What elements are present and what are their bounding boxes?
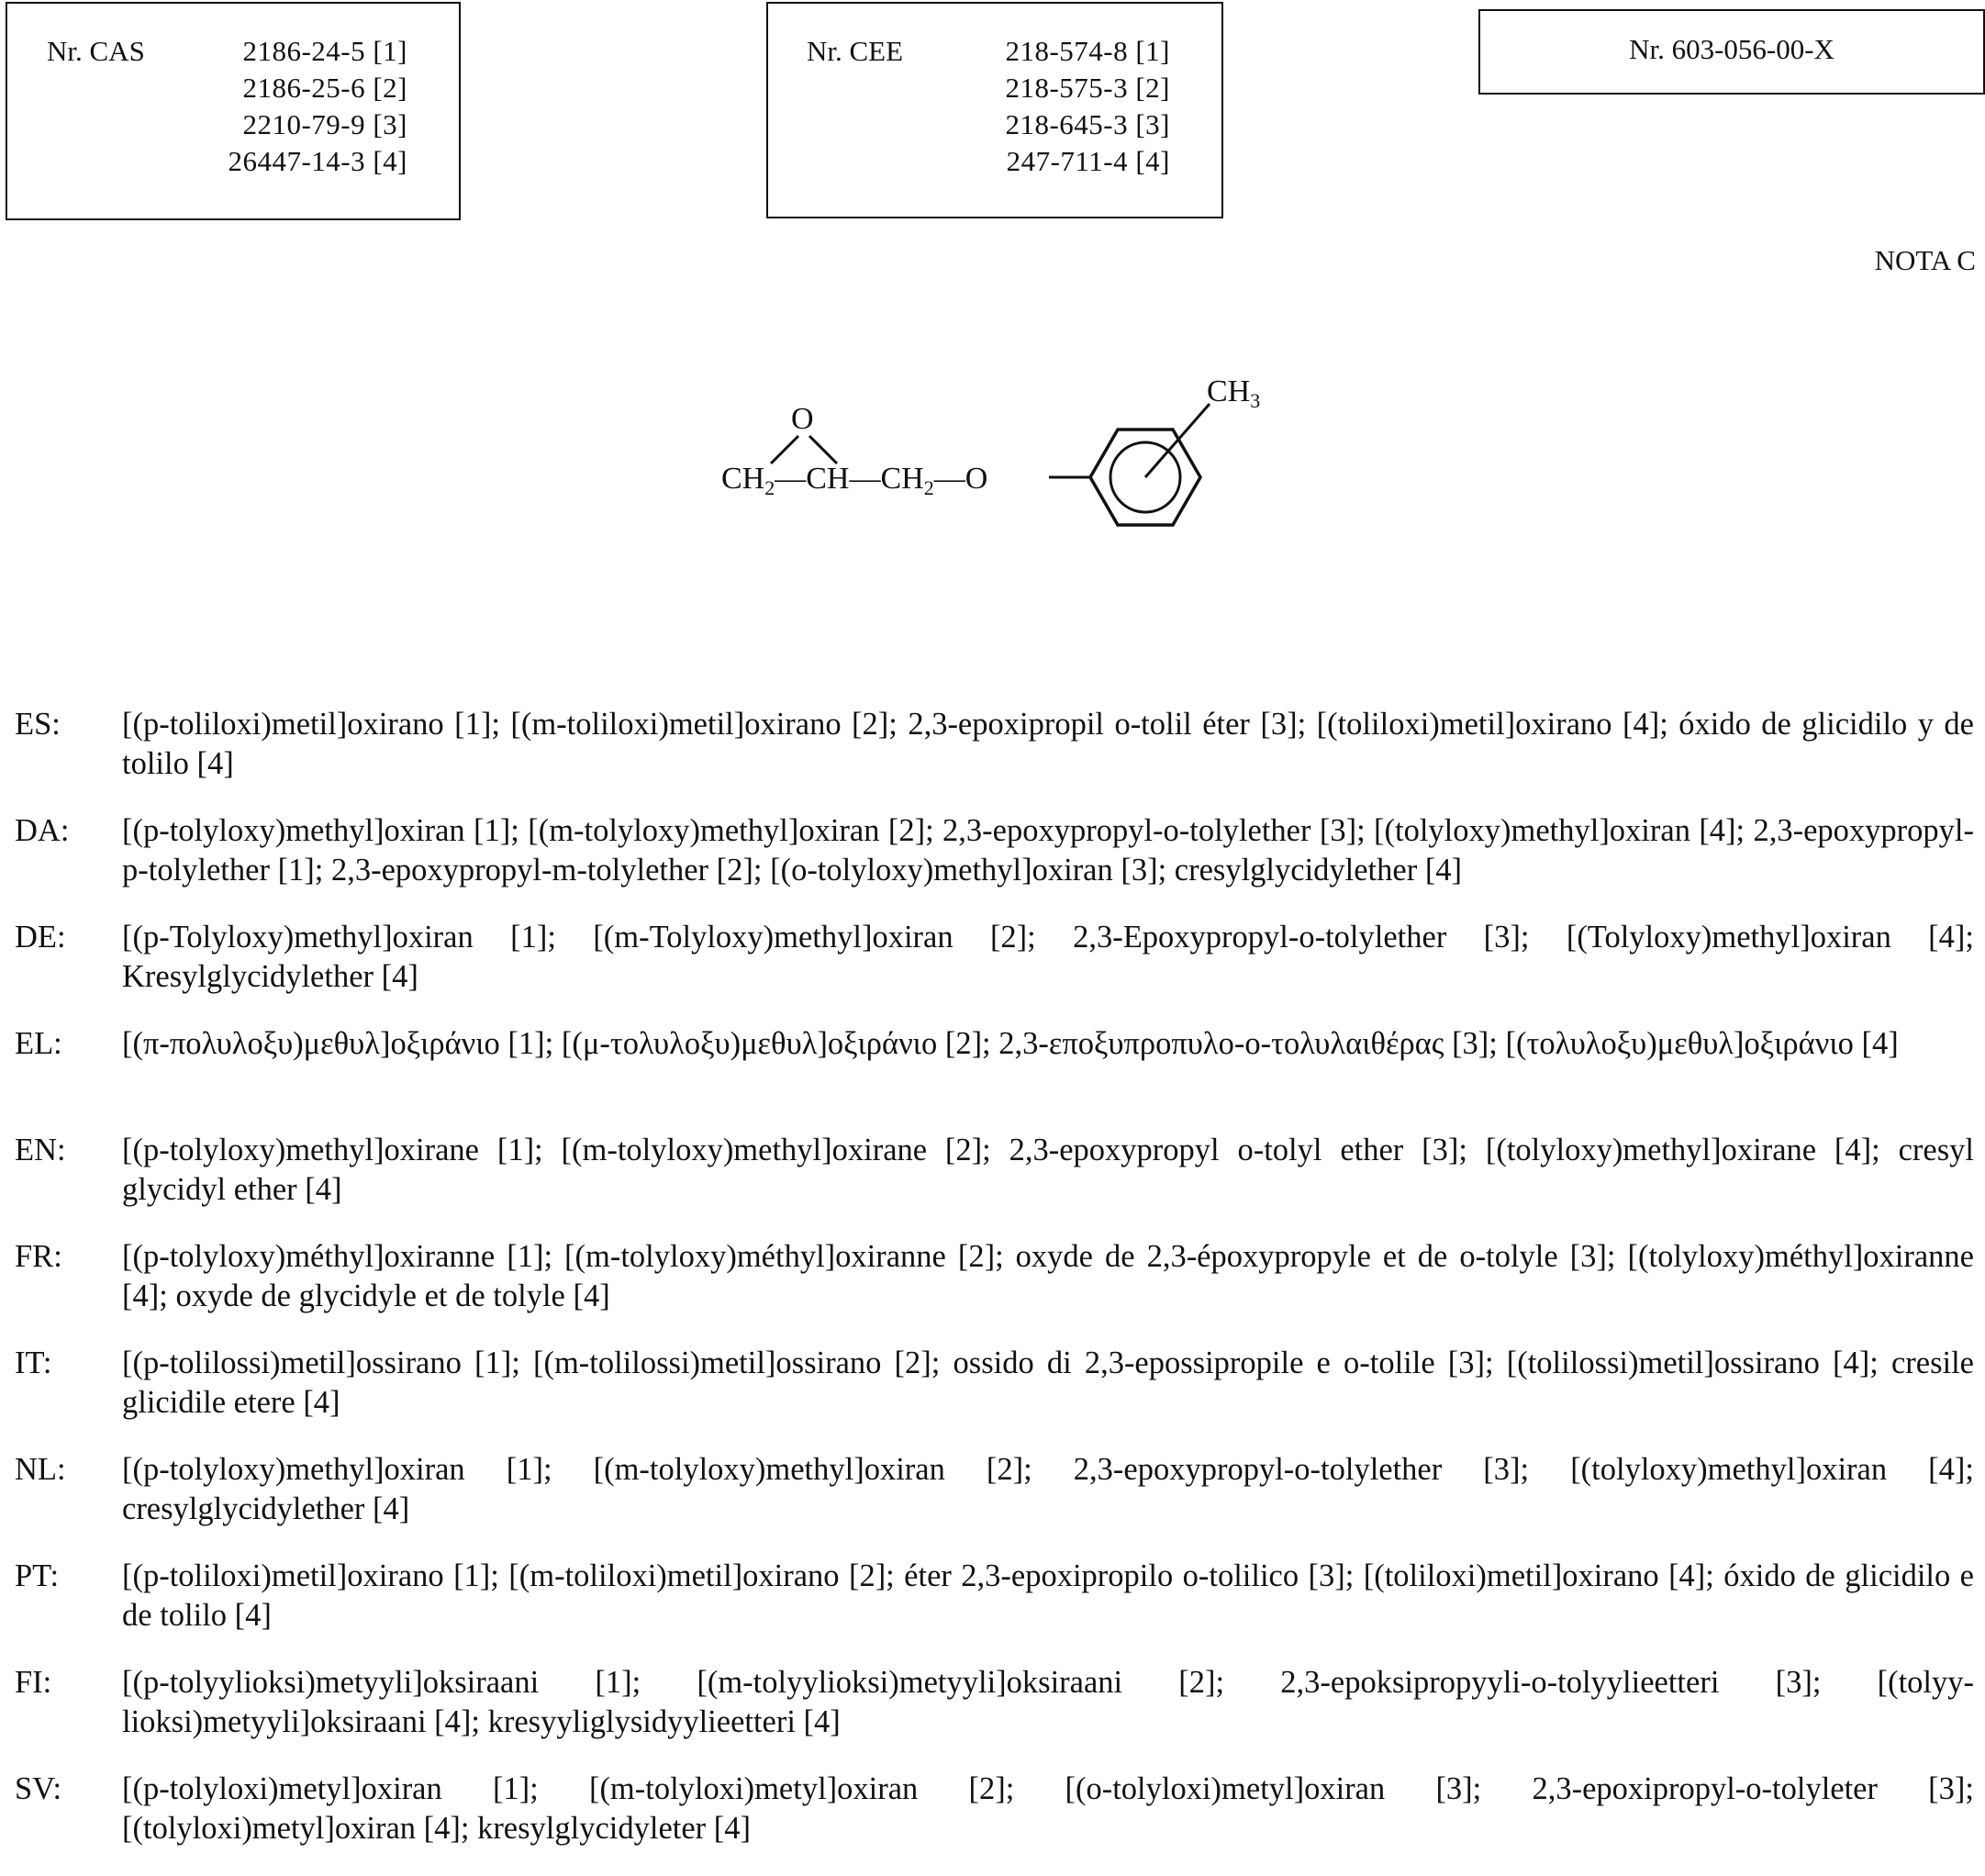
language-code: FI: xyxy=(15,1665,52,1700)
language-code: NL: xyxy=(15,1452,66,1487)
synonym-entry-es xyxy=(15,705,1974,811)
bond-dash: — xyxy=(775,462,807,496)
cas-number: 2210-79-9 [3] xyxy=(242,108,407,140)
synonym-entry-da xyxy=(15,811,1974,918)
ch2-group: CH xyxy=(880,462,924,496)
synonym-text: [(p-tolyloxy)methyl]oxiran [1]; [(m-tolyloxy)methyl]oxiran [2]; 2,3-epoxypropyl-o-tolylether [3]; [(tolyloxy)methyl]oxiran [4]; cresylglycidylether [4] xyxy=(122,1452,1974,1526)
synonym-text: [(p-Tolyloxy)methyl]oxiran [1]; [(m-Tolyloxy)methyl]oxiran [2]; 2,3-Epoxypropyl-o-tolylether [3]; [(Tolyloxy)methyl]oxiran [4]; Kresylglycidylether [4] xyxy=(122,920,1974,994)
synonym-entry-el xyxy=(15,1024,1974,1131)
cas-number-list xyxy=(228,33,407,180)
synonym-text: [(p-tolilossi)metil]ossirano [1]; [(m-tolilossi)metil]ossirano [2]; ossido di 2,3-epossipropile e o-tolile [3]; [(tolilossi)metil]ossirano [4]; cresile glicidile etere [4] xyxy=(122,1346,1974,1420)
cee-number-box xyxy=(766,2,1223,218)
synonym-entry-de xyxy=(15,918,1974,1024)
epoxide-bond-left xyxy=(771,436,798,463)
synonym-text: [(p-toliloxi)metil]oxirano [1]; [(m-toliloxi)metil]oxirano [2]; 2,3-epoxipropil o-tolil éter [3]; [(toliloxi)metil]oxirano [4]; óxido de glicidilo y de tolilo [4] xyxy=(122,707,1974,781)
subscript: 2 xyxy=(923,476,934,499)
ether-oxygen: O xyxy=(965,462,988,496)
index-number: Nr. 603-056-00-X xyxy=(1629,33,1834,65)
cee-label: Nr. CEE xyxy=(807,35,904,67)
synonym-entry-pt xyxy=(15,1557,1974,1663)
language-code: FR: xyxy=(15,1239,62,1274)
cas-number: 26447-14-3 [4] xyxy=(228,145,407,177)
cee-number: 218-574-8 [1] xyxy=(1005,35,1170,67)
note-label: NOTA C xyxy=(1874,244,1976,276)
language-code: DE: xyxy=(15,920,66,955)
formula-chain xyxy=(721,462,987,499)
ch-group: CH xyxy=(806,462,850,496)
synonym-text: [(p-tolyloxi)metyl]oxiran [1]; [(m-tolyloxi)metyl]oxiran [2]; [(o-tolyloxi)metyl]oxiran [3]; 2,3-epoxipropyl-o-tolyleter [3]; [(tolyloxi)metyl]oxiran [4]; kresylglycidyleter [4] xyxy=(122,1771,1974,1846)
cee-number: 218-645-3 [3] xyxy=(1005,108,1170,140)
language-code: SV: xyxy=(15,1771,62,1806)
synonym-text: [(p-toliloxi)metil]oxirano [1]; [(m-toliloxi)metil]oxirano [2]; éter 2,3-epoxipropilo o-tolilico [3]; [(toliloxi)metil]oxirano [4]; óxido de glicidilo e de tolilo [4] xyxy=(122,1558,1974,1633)
cas-number: 2186-24-5 [1] xyxy=(242,35,407,67)
bond-dash: — xyxy=(849,462,881,496)
synonym-text: [(p-tolyloxy)méthyl]oxiranne [1]; [(m-tolyloxy)méthyl]oxiranne [2]; oxyde de 2,3-époxypropyle et de o-tolyle [3]; [(tolyloxy)méthyl]oxiranne [4]; oxyde de glycidyle et de tolyle [4] xyxy=(122,1239,1974,1313)
index-number-box xyxy=(1478,9,1985,95)
cee-number: 247-711-4 [4] xyxy=(1006,145,1170,177)
synonym-entry-fi xyxy=(15,1663,1974,1770)
epoxide-bond-right xyxy=(809,436,837,463)
language-code: PT: xyxy=(15,1558,60,1593)
language-code: EN: xyxy=(15,1133,66,1167)
structural-formula xyxy=(707,372,1294,555)
synonym-text: [(p-tolyloxy)methyl]oxiran [1]; [(m-tolyloxy)methyl]oxiran [2]; 2,3-epoxypropyl-o-tolylether [3]; [(tolyloxy)methyl]oxiran [4]; 2,3-epoxypropyl-p-tolylether [1]; 2,3-epoxypropyl-m-tolylether [2]; [(o-tolyloxy)methyl]oxiran [3]; cresylglycidylether [4] xyxy=(122,813,1974,888)
cee-number: 218-575-3 [2] xyxy=(1005,72,1170,104)
cas-number: 2186-25-6 [2] xyxy=(242,72,407,104)
language-code: ES: xyxy=(15,707,61,742)
ch2-group: CH xyxy=(721,462,765,496)
synonym-text: [(p-tolyylioksi)metyyli]oksiraani [1]; [(m-tolyylioksi)metyyli]oksiraani [2]; 2,3-epoksipropyyli-o-tolyylieetteri [3]; [(tolyy-lioksi)metyyli]oksiraani [4]; kresyyliglysidyylieetteri [4] xyxy=(122,1665,1974,1739)
synonym-entry-it xyxy=(15,1344,1974,1450)
synonym-entry-en xyxy=(15,1131,1974,1237)
ring-oxygen: O xyxy=(791,402,814,436)
language-code: EL: xyxy=(15,1026,62,1061)
methyl-group: $CH_3$ xyxy=(1207,374,1261,412)
cas-label: Nr. CAS xyxy=(47,35,145,67)
synonym-text: [(π-πολυλοξυ)μεθυλ]οξιράνιο [1]; [(μ-τολυλοξυ)μεθυλ]οξιράνιο [2]; 2,3-εποξυπροπυλο-ο-τολυλαιθέρας [3]; [(τολυλοξυ)μεθυλ]οξιράνιο [4] xyxy=(122,1026,1899,1061)
bond-dash: — xyxy=(933,462,965,496)
synonym-entry-fr xyxy=(15,1237,1974,1344)
synonym-list xyxy=(15,705,1974,1876)
cas-number-box xyxy=(6,2,461,220)
language-code: IT: xyxy=(15,1346,52,1380)
cee-number-list xyxy=(1005,33,1170,180)
synonym-entry-sv xyxy=(15,1770,1974,1876)
synonym-entry-nl xyxy=(15,1450,1974,1557)
synonym-text: [(p-tolyloxy)methyl]oxirane [1]; [(m-tolyloxy)methyl]oxirane [2]; 2,3-epoxypropyl o-tolyl ether [3]; [(tolyloxy)methyl]oxirane [4]; cresyl glycidyl ether [4] xyxy=(122,1133,1974,1207)
language-code: DA: xyxy=(15,813,70,848)
subscript: 2 xyxy=(764,476,775,499)
